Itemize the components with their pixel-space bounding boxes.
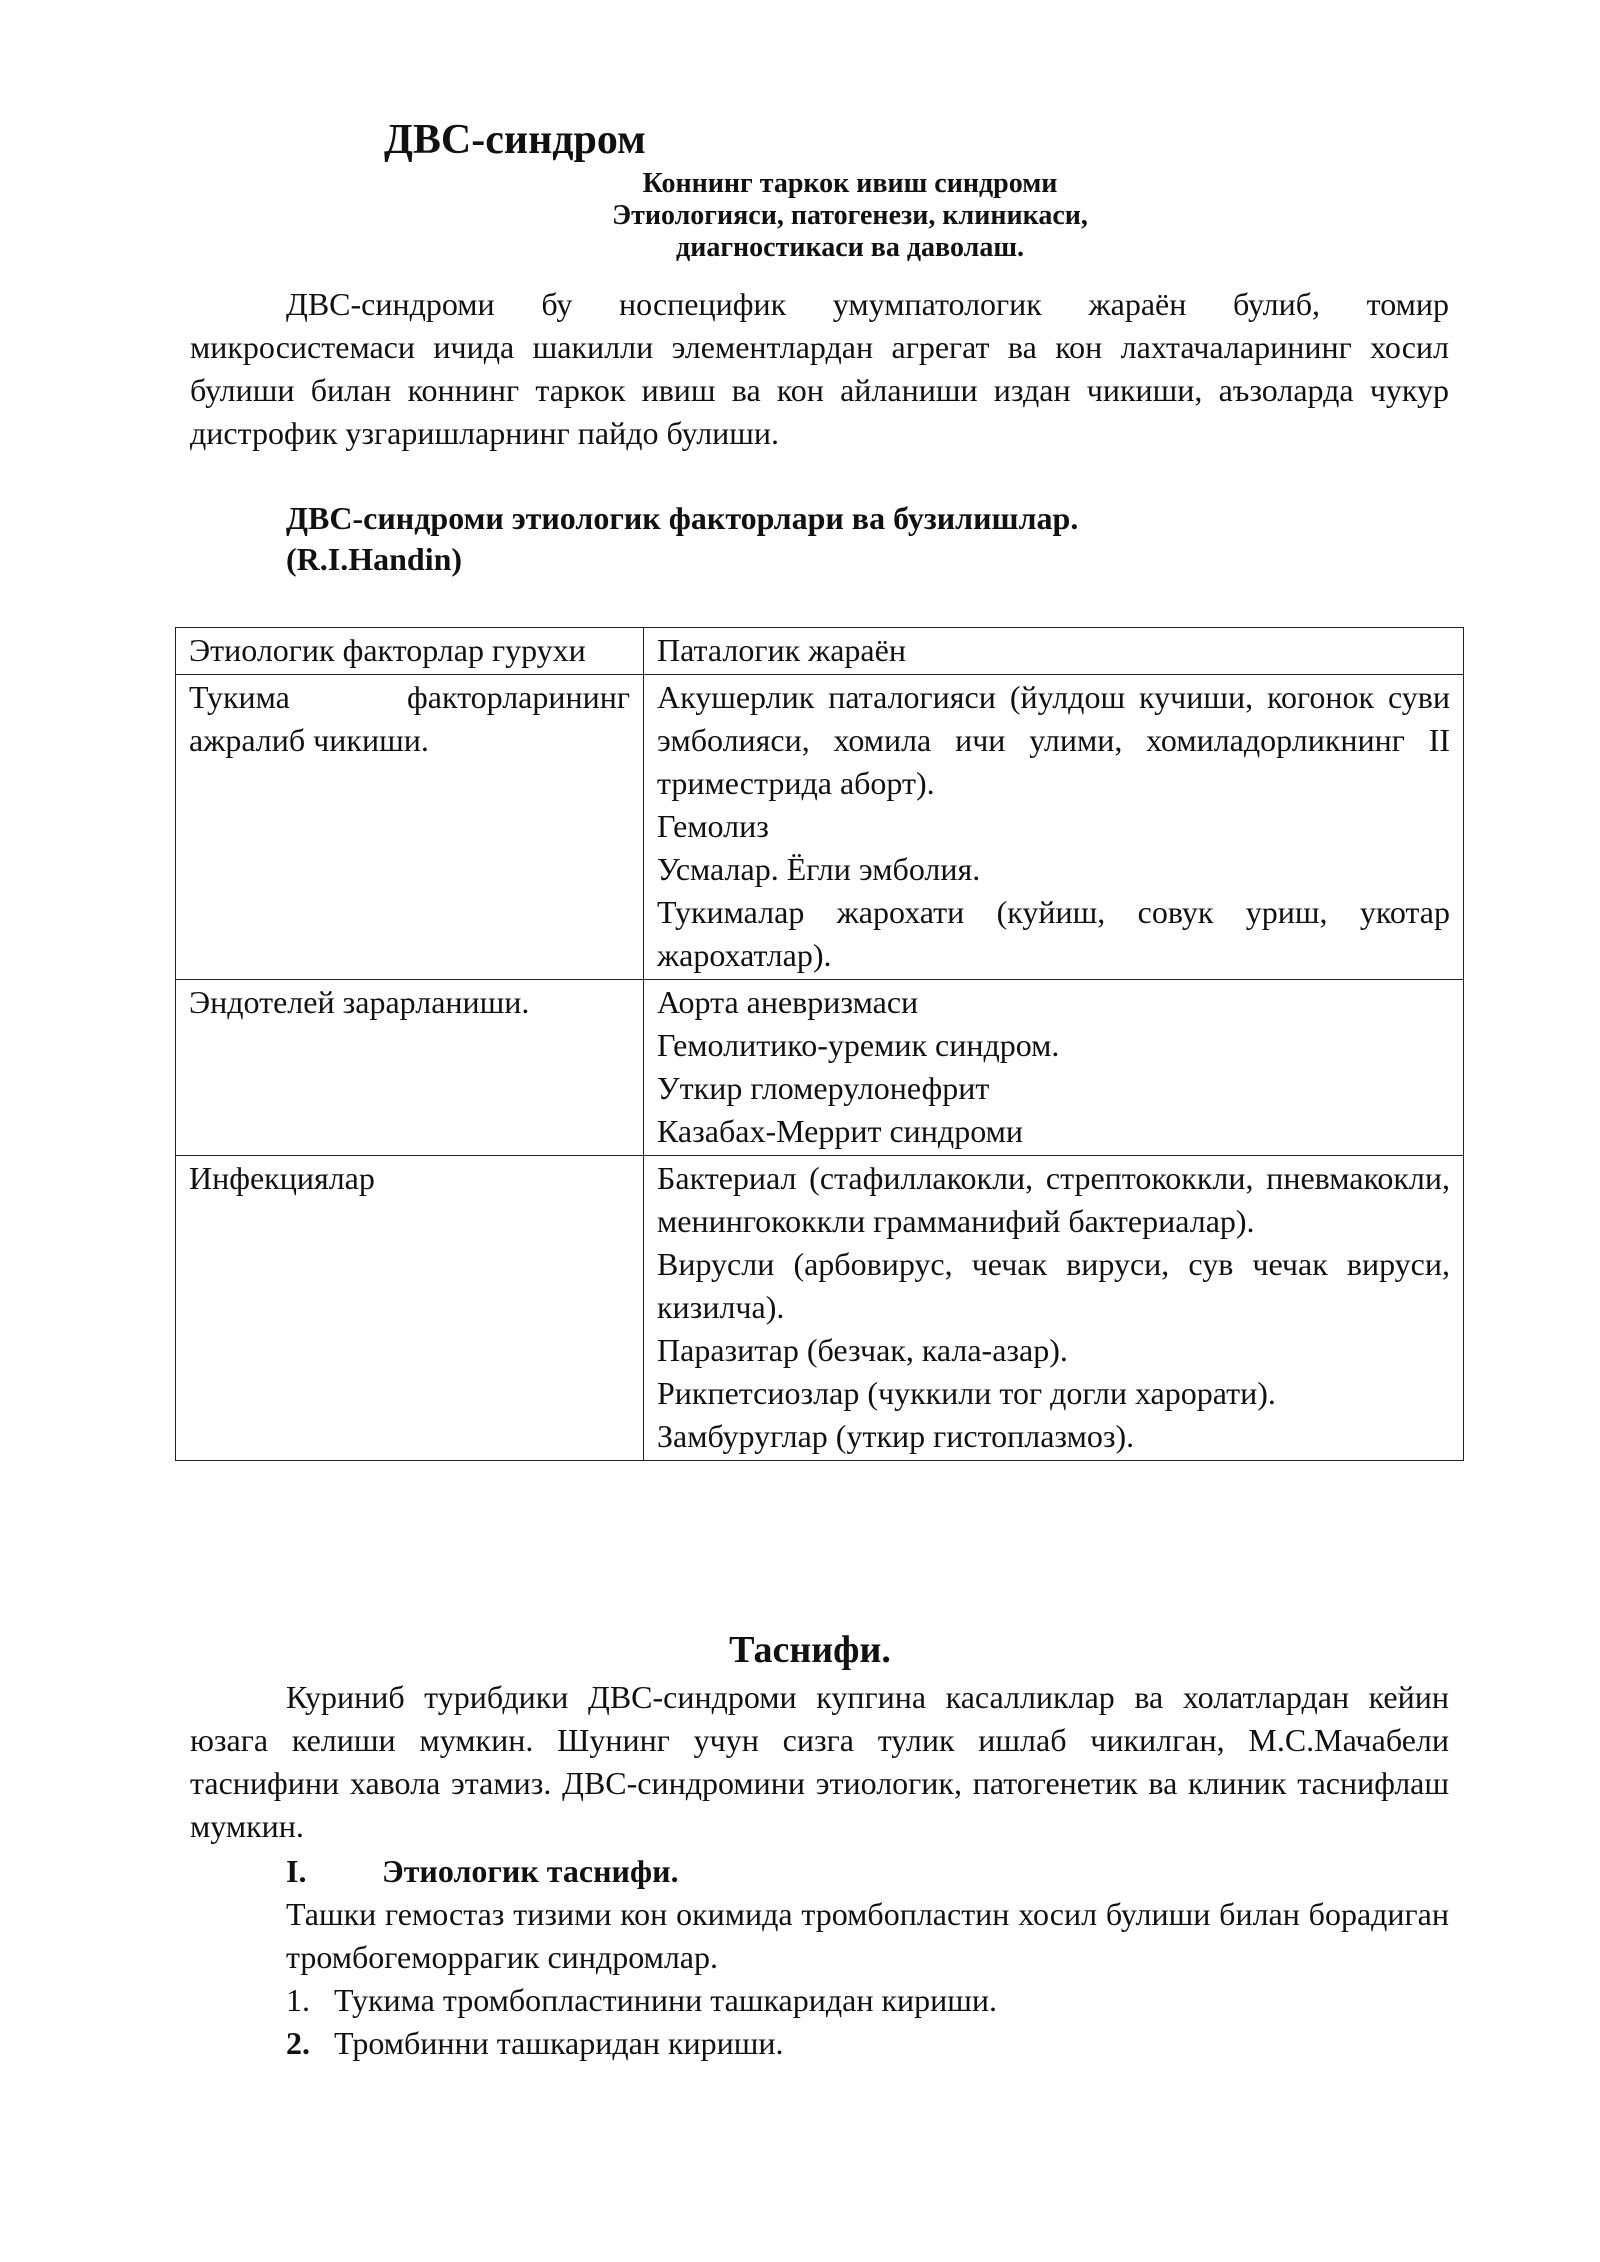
classification-item: [286, 1850, 679, 1893]
table-row: [176, 1156, 1464, 1461]
etiology-table: [175, 627, 1464, 1461]
table-row: [176, 675, 1464, 980]
table-cell-item: Казабах-Меррит синдроми: [657, 1113, 1023, 1149]
subtitle-line: диагностикаси ва даволаш.: [676, 232, 1024, 263]
list-item-text: Тромбинни ташкаридан кириши.: [334, 2025, 784, 2061]
list-item: [286, 2022, 997, 2065]
table-cell-items: [644, 980, 1464, 1156]
table-header-cell: Паталогик жараён: [644, 628, 1464, 675]
table-cell-item: Аорта аневризмаси: [657, 984, 919, 1020]
table-cell-item: Гемолитико-уремик синдром.: [657, 1027, 1060, 1063]
table-cell-items: [644, 675, 1464, 980]
table-cell-item: Бактериал (стафиллакокли, стрептококкли, пневмакокли, менингококкли грамманифий бактериалар).: [657, 1160, 1450, 1239]
classification-item-text: Ташки гемостаз тизими кон окимида тромбопластин хосил булиши билан борадиган тромбогеморрагик синдромлар.: [286, 1896, 1449, 1975]
numbered-list: [286, 1979, 997, 2065]
table-cell-item: Вирусли (арбовирус, чечак вируси, сув чечак вируси, кизилча).: [657, 1246, 1450, 1325]
list-item-text: Тукима тромбопластинини ташкаридан кириши.: [334, 1982, 998, 2018]
list-item-number: 2.: [286, 2025, 310, 2061]
classification-paragraph: Куриниб турибдики ДВС-синдроми купгина касалликлар ва холатлардан кейин юзага келиши мумкин. Шунинг учун сизга тулик ишлаб чикилган, М.С.Мачабели таснифини хавола этамиз. ДВС-синдромини этиологик, патогенетик ва клиник таснифлаш мумкин.: [190, 1679, 1449, 1844]
intro-paragraph: ДВС-синдроми бу носпецифик умумпатологик жараён булиб, томир микросистемаси ичида шакилли элементлардан агрегат ва кон лахтачаларининг хосил булиши билан коннинг таркок ивиш ва кон айланиши издан чикиши, аъзоларда чукур дистрофик узгаришларнинг пайдо булиши.: [190, 286, 1449, 451]
classification-title: Таснифи.: [729, 1629, 891, 1671]
subtitle-line: Этиологияси, патогенези, клиникаси,: [612, 200, 1088, 231]
classification-item-title: Этиологик таснифи.: [382, 1853, 679, 1889]
table-header-row: [176, 628, 1464, 675]
table-cell-item: Уткир гломерулонефрит: [657, 1070, 990, 1106]
table-cell-group: Тукима факторларининг ажралиб чикиши.: [176, 675, 644, 980]
table-cell-item: Замбуруглар (уткир гистоплазмоз).: [657, 1418, 1135, 1454]
table-cell-item: Паразитар (безчак, кала-азар).: [657, 1332, 1068, 1368]
section-heading-citation: (R.I.Handin): [286, 541, 463, 577]
table-cell-group: Инфекциялар: [176, 1156, 644, 1461]
classification-item-number: I.: [286, 1853, 307, 1889]
table-cell-item: Усмалар. Ёгли эмболия.: [657, 851, 981, 887]
subtitle-line: Коннинг таркок ивиш синдроми: [642, 168, 1058, 199]
subtitle-block: [190, 168, 1510, 264]
table-cell-item: Акушерлик паталогияси (йулдош кучиши, когонок суви эмболияси, хомила ичи улими, хомиладорликнинг II триместрида аборт).: [657, 679, 1450, 801]
page-title: ДВС-синдром: [384, 117, 646, 163]
table-header-cell: Этиологик факторлар гурухи: [176, 628, 644, 675]
table-cell-item: Гемолиз: [657, 808, 769, 844]
list-item: [286, 1979, 997, 2022]
table-cell-item: Рикпетсиозлар (чуккили тог догли харорати).: [657, 1375, 1276, 1411]
section-heading-line: ДВС-синдроми этиологик факторлари ва бузилишлар.: [286, 500, 1079, 536]
table-cell-group: Эндотелей зарарланиши.: [176, 980, 644, 1156]
list-item-number: 1.: [286, 1982, 310, 2018]
table-cell-item: Тукималар жарохати (куйиш, совук уриш, укотар жарохатлар).: [657, 894, 1450, 973]
table-row: [176, 980, 1464, 1156]
section-heading: [286, 498, 1078, 580]
table-cell-items: [644, 1156, 1464, 1461]
